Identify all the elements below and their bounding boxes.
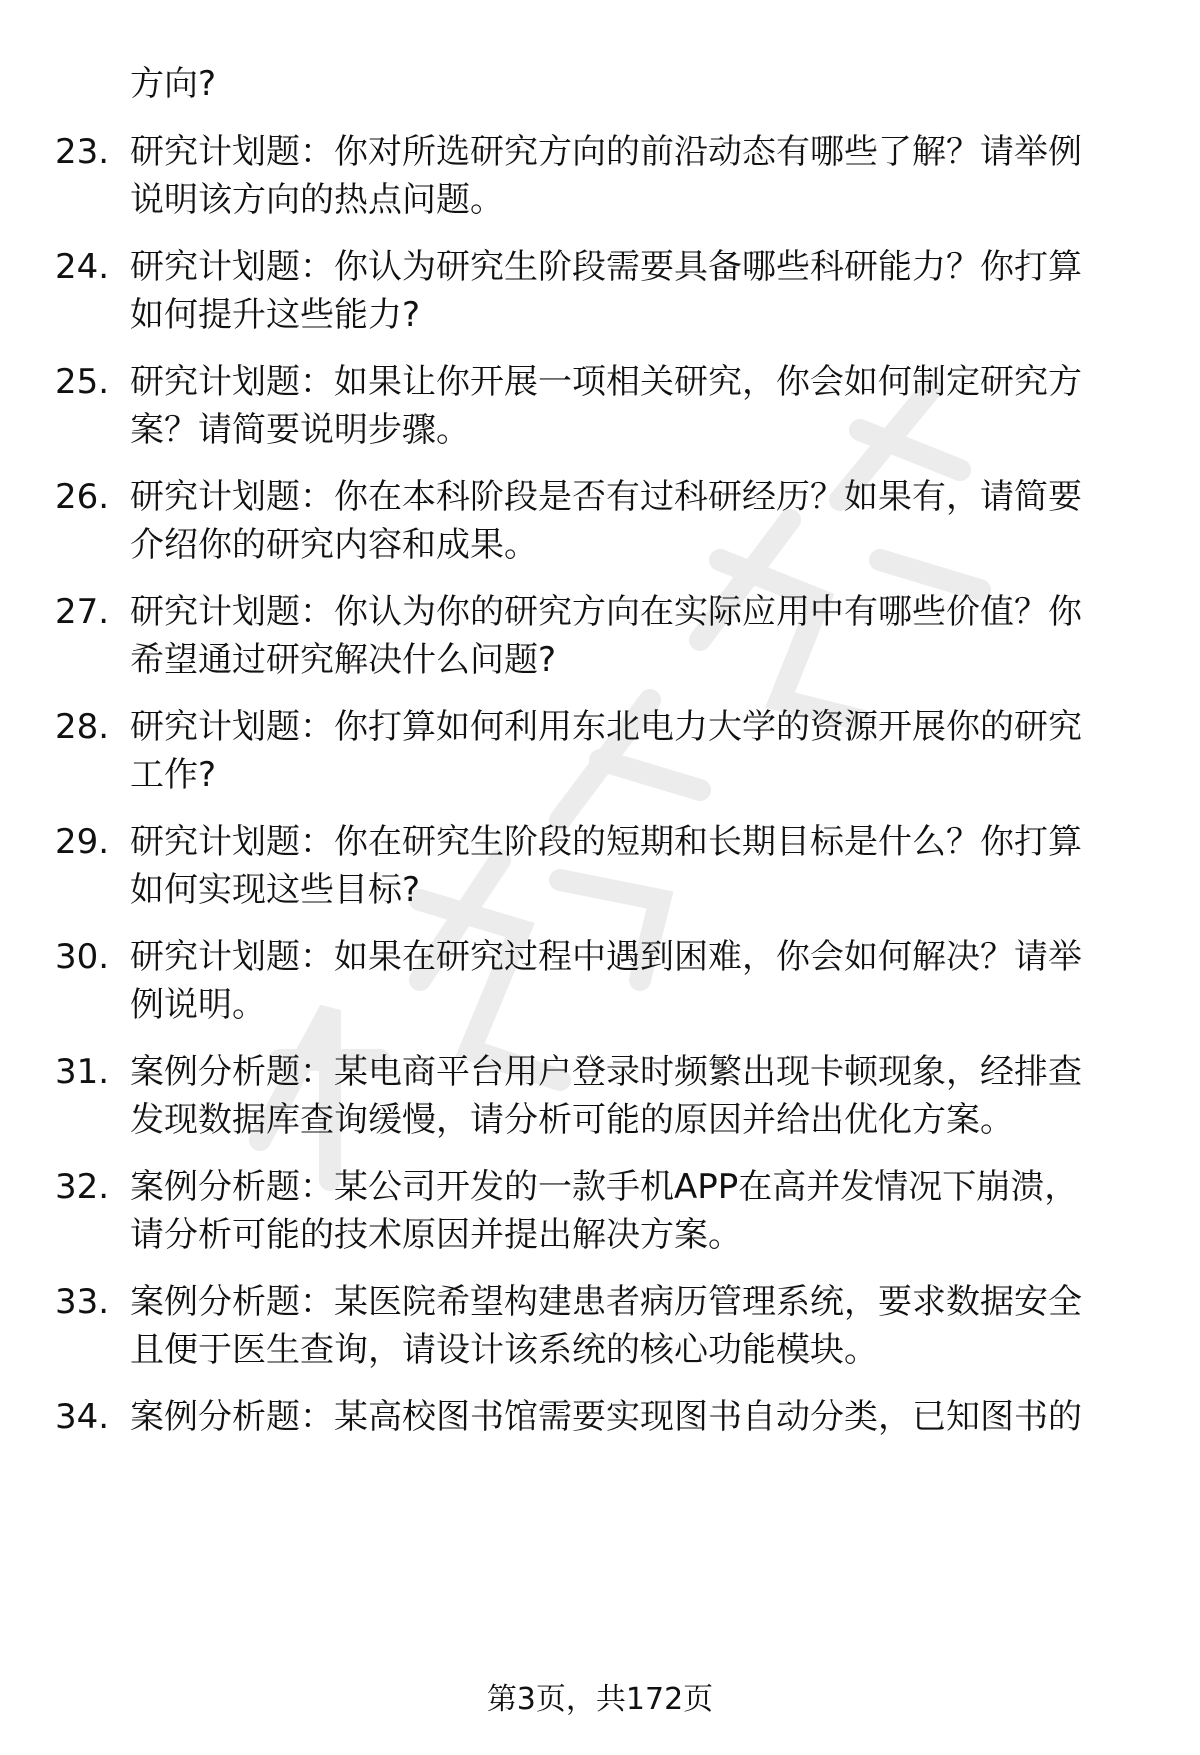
item-text-line: 研究计划题：如果在研究过程中遇到困难，你会如何解决？请举 [130,937,1082,977]
item-text [130,933,1140,1029]
item-text-line: 且便于医生查询，请设计该系统的核心功能模块。 [130,1330,878,1370]
item-number: 31. [55,1052,110,1092]
item-text-line: 研究计划题：你在本科阶段是否有过科研经历？如果有，请简要 [130,477,1082,517]
item-text [130,243,1140,339]
item-text [130,473,1140,569]
item-text-line: 如何提升这些能力? [130,295,421,335]
item-number: 30. [55,937,110,977]
item-text-line: 请分析可能的技术原因并提出解决方案。 [130,1215,742,1255]
item-text [130,588,1140,684]
item-number: 28. [55,707,110,747]
item-text-line: 研究计划题：你对所选研究方向的前沿动态有哪些了解？请举例 [130,132,1082,172]
item-text [130,128,1140,224]
continuation-line: 方向? [130,64,217,104]
item-text [130,1278,1140,1374]
item-text-line: 发现数据库查询缓慢，请分析可能的原因并给出优化方案。 [130,1100,1014,1140]
item-number: 33. [55,1282,110,1322]
item-text [130,703,1140,799]
item-number: 27. [55,592,110,632]
item-text [130,358,1140,454]
page-footer: 第3页，共172页 [486,1682,714,1717]
item-text-line: 工作? [130,755,217,795]
item-number: 26. [55,477,110,517]
item-number: 32. [55,1167,110,1207]
item-text-line: 案例分析题：某电商平台用户登录时频繁出现卡顿现象，经排查 [130,1052,1082,1092]
item-text-line: 案例分析题：某公司开发的一款手机APP在高并发情况下崩溃， [130,1167,1079,1207]
item-text-line: 案例分析题：某医院希望构建患者病历管理系统，要求数据安全 [130,1282,1082,1322]
item-number: 34. [55,1397,110,1437]
item-text-line: 说明该方向的热点问题。 [130,180,504,220]
item-text [130,1048,1140,1144]
item-text-line: 研究计划题：如果让你开展一项相关研究，你会如何制定研究方 [130,362,1082,402]
item-text-line: 希望通过研究解决什么问题? [130,640,557,680]
item-text-line: 研究计划题：你打算如何利用东北电力大学的资源开展你的研究 [130,707,1082,747]
item-number: 24. [55,247,110,287]
item-text-line: 介绍你的研究内容和成果。 [130,525,538,565]
item-number: 23. [55,132,110,172]
item-text-line: 研究计划题：你在研究生阶段的短期和长期目标是什么？你打算 [130,822,1082,862]
item-text-line: 案？请简要说明步骤。 [130,410,470,450]
item-text [130,818,1140,914]
item-text [130,1393,1140,1441]
item-text-line: 如何实现这些目标? [130,870,421,910]
item-text-line: 案例分析题：某高校图书馆需要实现图书自动分类，已知图书的 [130,1397,1082,1437]
item-text-line: 研究计划题：你认为你的研究方向在实际应用中有哪些价值？你 [130,592,1082,632]
item-text-line: 例说明。 [130,985,266,1025]
item-number: 25. [55,362,110,402]
item-number: 29. [55,822,110,862]
item-text-line: 研究计划题：你认为研究生阶段需要具备哪些科研能力？你打算 [130,247,1082,287]
item-text [130,1163,1140,1259]
